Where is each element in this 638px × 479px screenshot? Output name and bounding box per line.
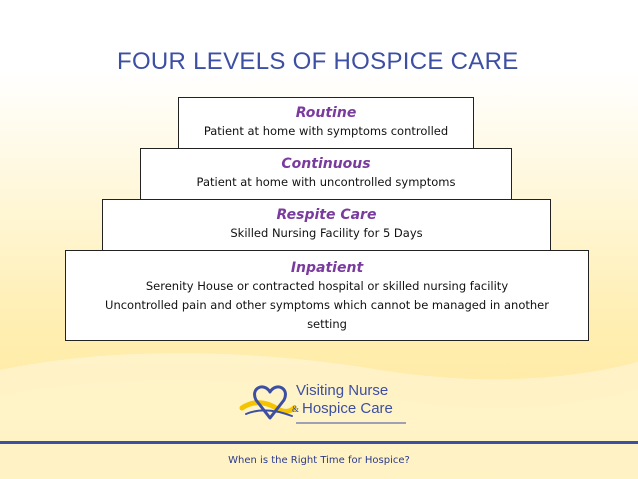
level-description-line-2: Uncontrolled pain and other symptoms which cannot be managed in another (105, 298, 549, 312)
level-description-line-3: setting (307, 317, 347, 331)
footer-text: When is the Right Time for Hospice? (228, 455, 410, 466)
level-description: Skilled Nursing Facility for 5 Days (230, 226, 423, 240)
level-description-line-1: Serenity House or contracted hospital or skilled nursing facility (145, 279, 509, 293)
footer-divider (0, 441, 638, 444)
level-description: Patient at home with uncontrolled symptoms (196, 175, 456, 189)
logo-text-line-2: Hospice Care (302, 400, 393, 417)
pyramid-level-routine (178, 97, 474, 149)
pyramid-level-inpatient (65, 250, 589, 341)
level-description: Patient at home with symptoms controlled (203, 124, 449, 138)
slide-title: FOUR LEVELS OF HOSPICE CARE (117, 48, 519, 75)
level-name: Inpatient (290, 260, 364, 276)
level-name: Routine (295, 105, 357, 121)
pyramid-level-respite-care (102, 199, 551, 251)
level-name: Continuous (281, 156, 371, 172)
level-name: Respite Care (276, 207, 377, 223)
pyramid-level-continuous (140, 148, 512, 200)
logo-text-line-1: Visiting Nurse (296, 382, 389, 399)
logo-ampersand: & (292, 404, 300, 414)
logo-tagline-graphic (296, 420, 406, 426)
